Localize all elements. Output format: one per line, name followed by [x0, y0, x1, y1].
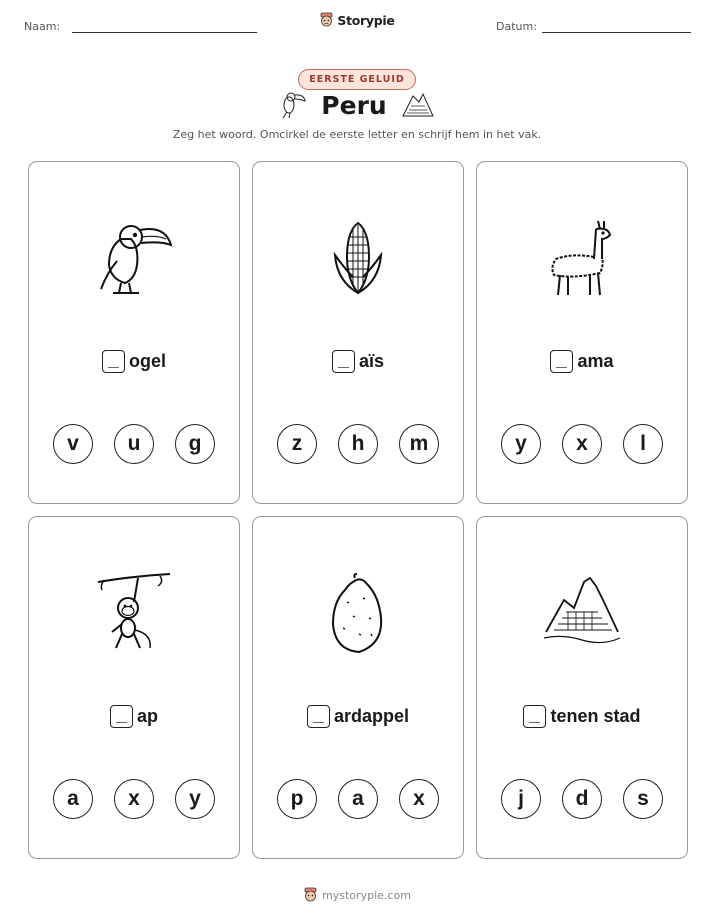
answer-box[interactable] — [102, 350, 125, 373]
llama-icon — [542, 217, 622, 297]
date-label: Datum: — [496, 20, 537, 33]
answer-box[interactable] — [550, 350, 573, 373]
letter-option[interactable]: x — [114, 779, 154, 819]
letter-option[interactable]: d — [562, 779, 602, 819]
answer-box[interactable] — [332, 350, 355, 373]
word-ending: ogel — [128, 351, 166, 371]
letter-option[interactable]: y — [175, 779, 215, 819]
answer-box[interactable] — [110, 705, 133, 728]
page-title: Peru — [321, 90, 387, 120]
letter-option[interactable]: p — [277, 779, 317, 819]
word-card — [28, 161, 240, 504]
letter-option[interactable]: m — [399, 424, 439, 464]
toucan-icon — [279, 90, 307, 120]
letter-option[interactable]: x — [562, 424, 602, 464]
word-card — [476, 516, 688, 859]
brand-name: Storypie — [337, 12, 395, 28]
section-badge: EERSTE GELUID — [298, 69, 416, 90]
letter-option[interactable]: u — [114, 424, 154, 464]
instructions: Zeg het woord. Omcirkel de eerste letter en schrijf hem in het vak. — [172, 128, 542, 141]
answer-box[interactable] — [523, 705, 546, 728]
letter-option[interactable]: l — [623, 424, 663, 464]
date-line[interactable] — [542, 32, 691, 33]
word-ending: ardappel — [333, 706, 410, 726]
name-line[interactable] — [72, 32, 257, 33]
word-ending: tenen stad — [550, 706, 641, 726]
storypie-mascot-icon — [319, 12, 334, 28]
machu-picchu-icon — [542, 572, 622, 648]
letter-option[interactable]: g — [175, 424, 215, 464]
letter-option[interactable]: s — [623, 779, 663, 819]
letter-option[interactable]: z — [277, 424, 317, 464]
word-ending: ap — [136, 706, 158, 726]
word-card — [28, 516, 240, 859]
brand-logo — [0, 12, 714, 32]
letter-option[interactable]: x — [399, 779, 439, 819]
corn-icon — [323, 217, 393, 297]
monkey-icon — [94, 572, 174, 654]
letter-option[interactable]: a — [53, 779, 93, 819]
letter-option[interactable]: v — [53, 424, 93, 464]
storypie-mascot-icon — [303, 887, 318, 903]
potato-icon — [323, 572, 393, 656]
name-label: Naam: — [24, 20, 61, 33]
answer-box[interactable] — [307, 705, 330, 728]
footer — [0, 887, 714, 903]
word-ending: ama — [577, 351, 614, 371]
word-card — [252, 516, 464, 859]
letter-option[interactable]: j — [501, 779, 541, 819]
letter-option[interactable]: h — [338, 424, 378, 464]
word-card — [252, 161, 464, 504]
word-ending: aïs — [358, 351, 385, 371]
toucan-icon — [91, 217, 177, 297]
word-card — [476, 161, 688, 504]
footer-url[interactable]: mystorypie.com — [322, 888, 411, 902]
letter-option[interactable]: y — [501, 424, 541, 464]
letter-option[interactable]: a — [338, 779, 378, 819]
machu-picchu-icon — [401, 90, 435, 120]
